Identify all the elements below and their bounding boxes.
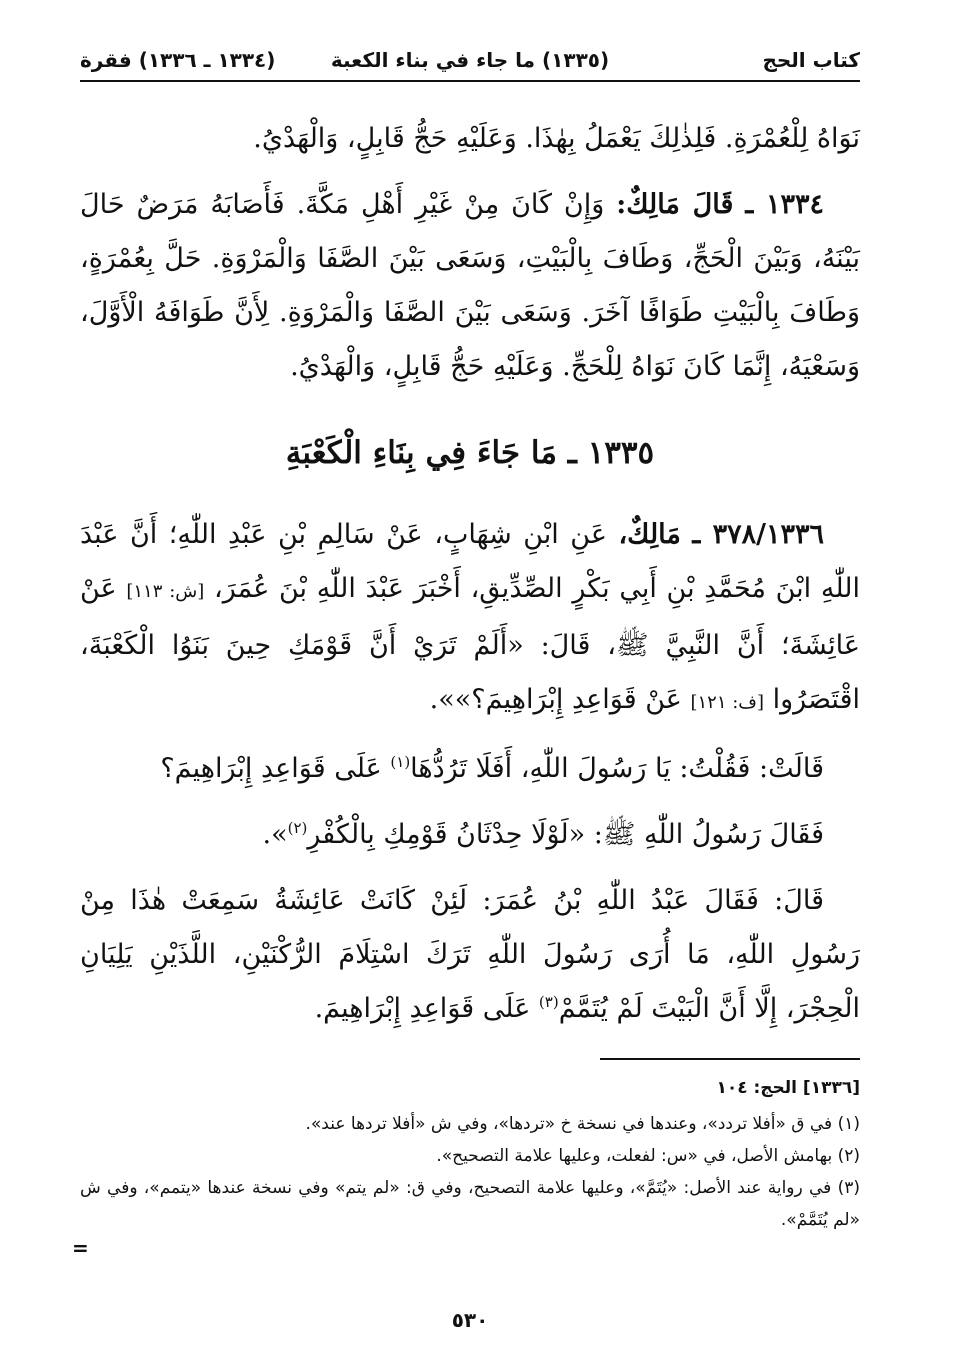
cross-reference: [ف: ١٢١]	[690, 692, 764, 713]
paragraph-text: قَالَ: فَقَالَ عَبْدُ اللّٰهِ بْنُ عُمَرَ: لَئِنْ كَانَتْ عَائِشَةُ سَمِعَتْ هٰذَا مِنْ رَسُولِ اللّٰهِ، مَا أُرَى رَسُولَ اللّٰهِ تَرَكَ اسْتِلَامَ الرُّكْنَيْنِ، اللَّذَيْنِ يَلِيَانِ الْحِجْرَ، إِلَّا أَنَّ الْبَيْتَ لَمْ يُتَمَّمْ	[80, 885, 860, 1024]
paragraph-aisha-question	[80, 742, 860, 796]
paragraph-prophet-answer	[80, 808, 860, 862]
header-chapter-title: (١٣٣٥) ما جاء في بناء الكعبة	[330, 48, 610, 72]
paragraph-text: ».	[262, 819, 288, 850]
narrator-name: مَالِكٌ،	[618, 519, 681, 550]
paragraph-text: عَلَى قَوَاعِدِ إِبْرَاهِيمَ؟	[160, 753, 382, 784]
paragraph-text: قَالَتْ: فَقُلْتُ: يَا رَسُولَ اللّٰهِ، أَفَلَا تَرُدُّهَا	[410, 753, 824, 784]
footnote-marker: (٢)	[287, 819, 308, 837]
continuation-mark: =	[72, 1236, 89, 1260]
paragraph-number: ١٣٣٤ ـ	[745, 189, 824, 220]
section-heading: ١٣٣٥ ـ مَا جَاءَ فِي بِنَاءِ الْكَعْبَةِ	[285, 435, 655, 471]
hadith-text-part: عَنْ قَوَاعِدِ إِبْرَاهِيمَ؟»».	[429, 684, 682, 715]
paragraph-continuation: نَوَاهُ لِلْعُمْرَةِ. فَلِذٰلِكَ يَعْمَلُ بِهٰذَا. وَعَلَيْهِ حَجُّ قَابِلٍ، وَالْهَدْيُ.	[253, 123, 860, 154]
paragraph-text: فَقَالَ رَسُولُ اللّٰهِ ﷺ: «لَوْلَا حِدْثَانُ قَوْمِكِ بِالْكُفْرِ	[307, 819, 824, 850]
footnote-marker: (١)	[390, 753, 411, 771]
paragraph-1336	[80, 508, 860, 730]
paragraph-text: عَلَى قَوَاعِدِ إِبْرَاهِيمَ.	[314, 993, 531, 1024]
hadith-text-part: عَنْ عَائِشَةَ؛ أَنَّ النَّبِيَّ ﷺ، قَالَ: «أَلَمْ تَرَيْ أَنَّ قَوْمَكِ حِينَ بَنَوُا الْكَعْبَةَ، اقْتَصَرُوا	[80, 573, 860, 715]
footnote-item: (٢) بهامش الأصل، في «س: لفعلت، وعليها علامة التصحيح».	[436, 1146, 860, 1166]
footnote-item: (٣) في رواية عند الأصل: «يُتَمَّ»، وعليها علامة التصحيح، وفي ق: «لم يتم» وفي نسخة عندها «يتمم»، وفي ش «لم يُتَمَّمْ».	[80, 1178, 860, 1230]
hadith-number: ٣٧٨/١٣٣٦ ـ	[692, 519, 824, 550]
book-page	[72, 40, 861, 1332]
paragraph-text: وَإِنْ كَانَ مِنْ غَيْرِ أَهْلِ مَكَّةَ. فَأَصَابَهُ مَرَضٌ حَالَ بَيْنَهُ، وَبَيْنَ الْحَجِّ، وَطَافَ بِالْبَيْتِ، وَسَعَى بَيْنَ الصَّفَا وَالْمَرْوَةِ. حَلَّ بِعُمْرَةٍ، وَطَافَ بِالْبَيْتِ طَوَافًا آخَرَ. وَسَعَى بَيْنَ الصَّفَا وَالْمَرْوَةِ. لِأَنَّ طَوَافَهُ الْأَوَّلَ، وَسَعْيَهُ، إِنَّمَا كَانَ نَوَاهُ لِلْحَجِّ. وَعَلَيْهِ حَجُّ قَابِلٍ، وَالْهَدْيُ.	[80, 189, 860, 382]
footnote-divider	[600, 1058, 860, 1060]
footnote-marker: (٣)	[538, 993, 559, 1011]
header-book-title: كتاب الحج	[762, 48, 860, 72]
main-text	[80, 112, 860, 1036]
cross-reference: [ش: ١١٣]	[126, 581, 205, 602]
header-paragraph-range: (١٣٣٤ ـ ١٣٣٦) فقرة	[80, 48, 276, 72]
paragraph-ibn-umar	[80, 874, 860, 1036]
footnote-item: (١) في ق «أفلا تردد»، وعندها في نسخة خ «تردها»، وفي ش «أفلا تردها عند».	[305, 1114, 860, 1134]
running-header	[80, 40, 860, 82]
page-number: ٥٣٠	[451, 1308, 489, 1332]
narrator-name: قَالَ مَالِكٌ:	[616, 189, 734, 220]
paragraph-1334	[80, 178, 860, 394]
footnote-source: [١٣٣٦] الحج: ١٠٤	[716, 1078, 860, 1098]
footnotes	[80, 1072, 860, 1236]
hadith-text-part: عَنِ ابْنِ شِهَابٍ، عَنْ سَالِمِ بْنِ عَبْدِ اللّٰهِ؛ أَنَّ عَبْدَ اللّٰهِ ابْنَ مُحَمَّدِ بْنِ أَبِي بَكْرٍ الصِّدِّيقِ، أَخْبَرَ عَبْدَ اللّٰهِ بْنَ عُمَرَ،	[80, 519, 861, 604]
